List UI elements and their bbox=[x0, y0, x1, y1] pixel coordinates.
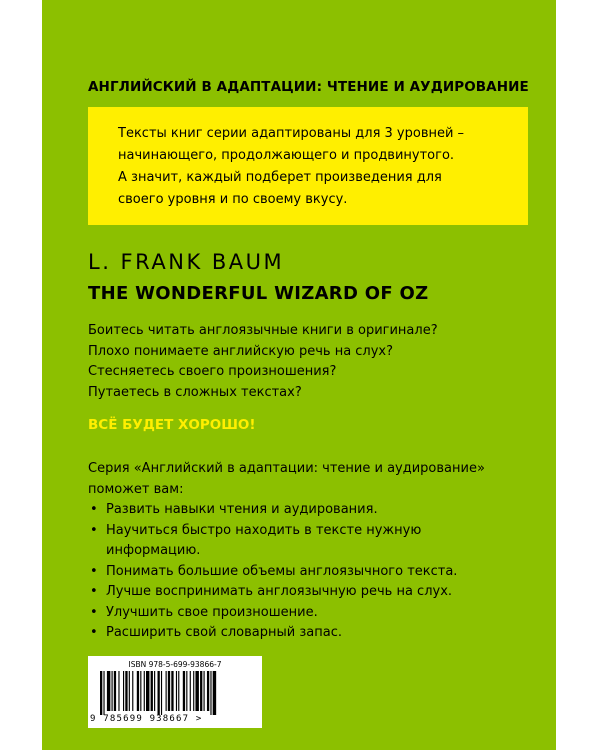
author-name: L. FRANK BAUM bbox=[88, 250, 285, 274]
questions-block bbox=[88, 321, 438, 403]
reassurance-heading: ВСЁ БУДЕТ ХОРОШО! bbox=[88, 417, 256, 433]
list-item-line: информацию. bbox=[106, 543, 201, 558]
intro-line: А значит, каждый подберет произведения для bbox=[118, 170, 442, 185]
isbn-number: ISBN 978-5-699-93866-7 bbox=[128, 660, 222, 669]
barcode-digits: 9 785699 938667 > bbox=[90, 714, 203, 724]
list-item-line: Расширить свой словарный запас. bbox=[106, 625, 342, 640]
list-item bbox=[88, 582, 528, 603]
intro-line: Тексты книг серии адаптированы для 3 уровней – bbox=[118, 126, 465, 141]
barcode-icon bbox=[98, 671, 252, 715]
list-item-line: Улучшить свое произношение. bbox=[106, 604, 318, 620]
book-back-cover bbox=[42, 0, 556, 750]
book-title: THE WONDERFUL WIZARD OF OZ bbox=[88, 283, 429, 304]
bullet-icon: • bbox=[90, 502, 98, 517]
bullet-icon: • bbox=[90, 604, 98, 620]
question-line: Стесняетесь своего произношения? bbox=[88, 364, 337, 379]
list-item-line: Развить навыки чтения и аудирования. bbox=[106, 502, 378, 517]
bullet-icon: • bbox=[90, 625, 98, 640]
bullet-icon: • bbox=[90, 563, 98, 579]
bullet-icon: • bbox=[90, 522, 98, 538]
series-title: АНГЛИЙСКИЙ В АДАПТАЦИИ: ЧТЕНИЕ И АУДИРОВАНИЕ bbox=[88, 79, 529, 95]
list-item-line: Лучше воспринимать англоязычную речь на слух. bbox=[106, 584, 453, 599]
intro-line: начинающего, продолжающего и продвинутого. bbox=[118, 148, 455, 163]
barcode-block bbox=[88, 656, 262, 728]
intro-text bbox=[118, 123, 518, 211]
question-line: Плохо понимаете английскую речь на слух? bbox=[88, 343, 394, 359]
series-description bbox=[88, 459, 528, 644]
list-item-line: Научиться быстро находить в тексте нужную bbox=[106, 522, 422, 538]
list-item bbox=[88, 562, 528, 583]
list-item bbox=[88, 623, 528, 644]
list-item bbox=[88, 500, 528, 521]
series-intro-line: Серия «Английский в адаптации: чтение и аудирование» bbox=[88, 461, 485, 476]
benefits-list bbox=[88, 500, 528, 644]
question-line: Путаетесь в сложных текстах? bbox=[88, 384, 302, 400]
bullet-icon: • bbox=[90, 584, 98, 599]
list-item-line: Понимать большие объемы англоязычного текста. bbox=[106, 563, 458, 579]
list-item bbox=[88, 603, 528, 624]
question-line: Боитесь читать англоязычные книги в оригинале? bbox=[88, 323, 438, 338]
intro-box bbox=[88, 107, 528, 225]
list-item bbox=[88, 521, 528, 562]
series-intro-line: поможет вам: bbox=[88, 481, 184, 497]
intro-line: своего уровня и по своему вкусу. bbox=[118, 192, 348, 207]
